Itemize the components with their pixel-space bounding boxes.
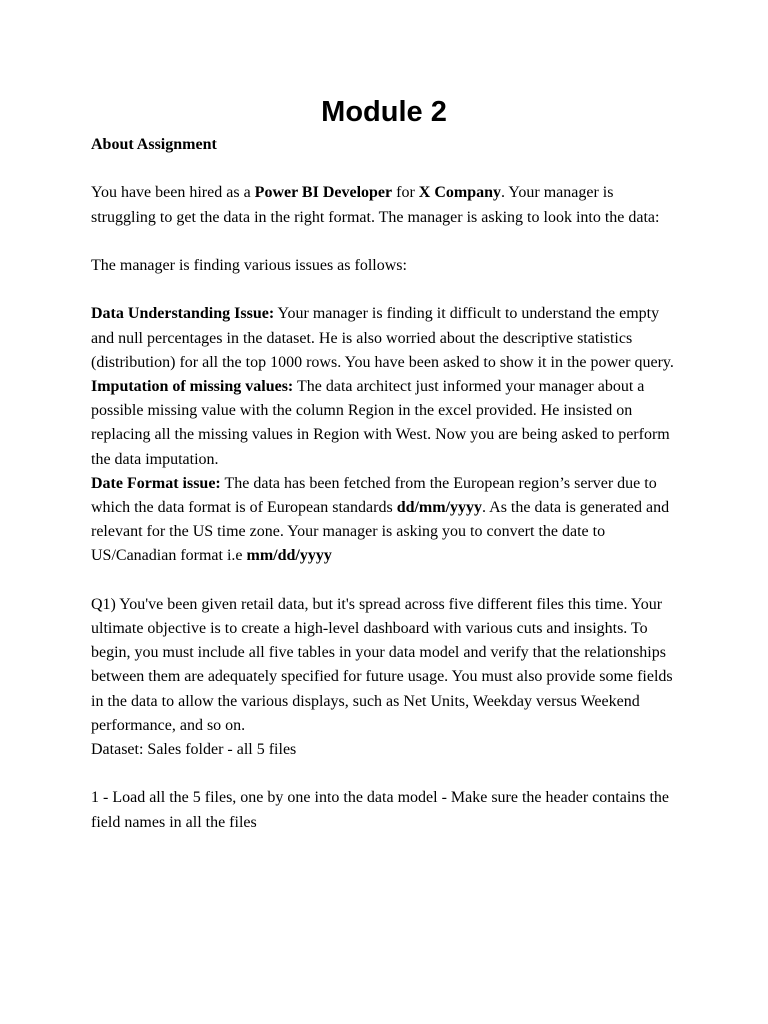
company-text: X Company bbox=[418, 184, 502, 202]
section-heading: About Assignment bbox=[91, 136, 217, 153]
issues-intro: The manager is finding various issues as follows: bbox=[91, 256, 407, 274]
question-1: Q1) You've been given retail data, but it's spread across five different files this time. Your ultimate objective is to create a high-level dashboard with various cuts and insights. To begin, you must include all five tables in your data model and verify that the relationships between them are adequately specified for future usage. You must also provide some fields in the data to allow the various displays, such as Net Units, Weekday versus Weekend performance, and so on. bbox=[91, 595, 673, 734]
document-body bbox=[91, 133, 681, 835]
dataset-line: Dataset: Sales folder - all 5 files bbox=[91, 741, 297, 759]
issue-data-understanding: Data Understanding Issue: Your manager is finding it difficult to understand the empty and null percentages in the dataset. He is also worried about the descriptive statistics (distribution) for all the top 1000 rows. You have been asked to show it in the power query. bbox=[91, 305, 674, 371]
us-date-format: mm/dd/yyyy bbox=[246, 547, 332, 565]
step-1: 1 - Load all the 5 files, one by one into the data model - Make sure the header contains the field names in all the files bbox=[91, 789, 670, 831]
intro-paragraph: You have been hired as a Power BI Developer for X Company. Your manager is struggling to get the data in the right format. The manager is asking to look into the data: bbox=[91, 184, 660, 226]
issue-date-format: Date Format issue: The data has been fetched from the European region’s server due to which the data format is of European standards dd/mm/yyyy. As the data is generated and relevant for the US time zone. Your manager is asking you to convert the date to US/Canadian format i.e mm/dd/yyyy bbox=[91, 474, 670, 565]
page-title: Module 2 bbox=[321, 96, 447, 128]
issue-imputation: Imputation of missing values: The data architect just informed your manager about a possible missing value with the column Region in the excel provided. He insisted on replacing all the missing values in Region with West. Now you are being asked to perform the data imputation. bbox=[91, 377, 670, 468]
eu-date-format: dd/mm/yyyy bbox=[396, 499, 483, 516]
role-text: Power BI Developer bbox=[254, 184, 393, 202]
